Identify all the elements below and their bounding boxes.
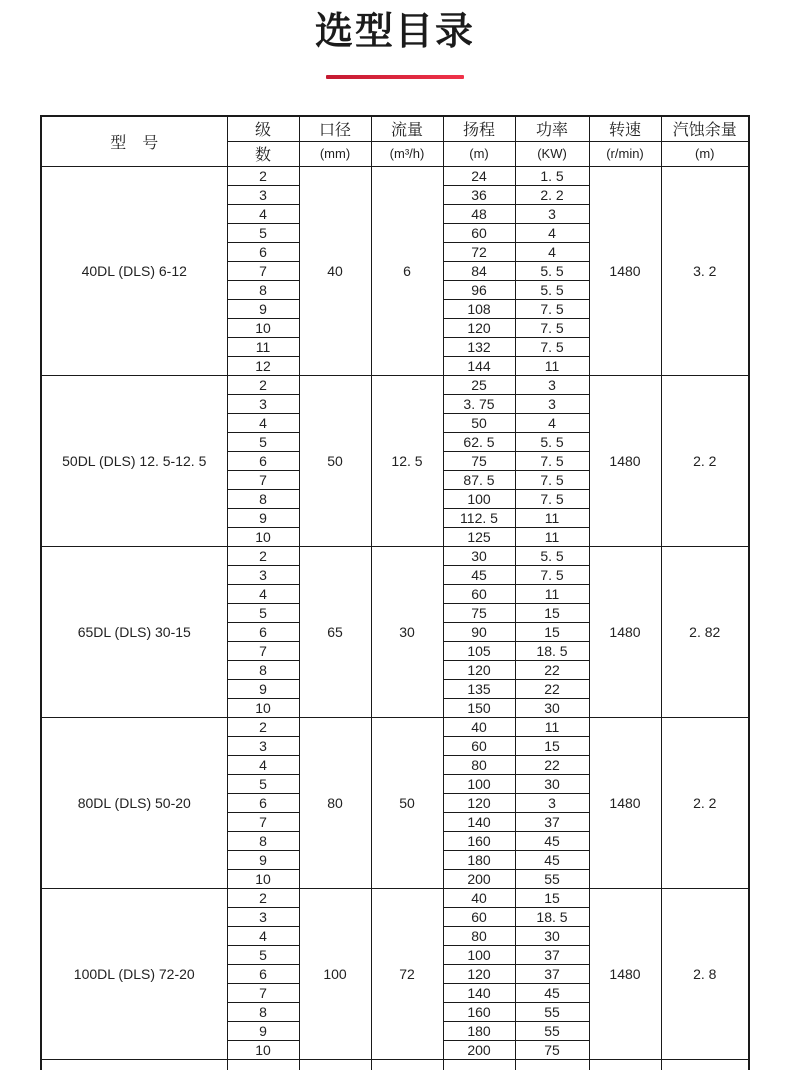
head-cell: 144: [443, 356, 515, 375]
stages-cell: 3: [227, 394, 299, 413]
head-cell: 60: [443, 907, 515, 926]
head-cell: 120: [443, 318, 515, 337]
head-cell: 180: [443, 850, 515, 869]
stages-cell: 2: [227, 546, 299, 565]
npsh-cell: 2. 82: [661, 546, 749, 717]
npsh-cell: 2. 2: [661, 717, 749, 888]
stages-cell: 8: [227, 1002, 299, 1021]
stages-cell: 8: [227, 489, 299, 508]
power-cell: 55: [515, 869, 589, 888]
head-cell: 24: [443, 166, 515, 185]
stages-cell: 6: [227, 242, 299, 261]
power-cell: 30: [515, 698, 589, 717]
head-cell: 140: [443, 983, 515, 1002]
power-cell: 2. 2: [515, 185, 589, 204]
head-cell: 120: [443, 793, 515, 812]
flow-cell: 12. 5: [371, 375, 443, 546]
power-cell: 5. 5: [515, 546, 589, 565]
head-cell: 125: [443, 527, 515, 546]
power-cell: 7. 5: [515, 470, 589, 489]
power-cell: 3: [515, 204, 589, 223]
model-block: [41, 888, 749, 1059]
head-cell: [443, 1059, 515, 1070]
head-cell: 160: [443, 831, 515, 850]
head-cell: 140: [443, 812, 515, 831]
table-row: [41, 166, 749, 185]
head-cell: 105: [443, 641, 515, 660]
header-unit-flow: (m³/h): [371, 141, 443, 166]
head-cell: 100: [443, 945, 515, 964]
head-cell: 200: [443, 869, 515, 888]
power-cell: 75: [515, 1040, 589, 1059]
power-cell: 18. 5: [515, 907, 589, 926]
table-header: [41, 116, 749, 166]
model-cell: 80DL (DLS) 50-20: [41, 717, 227, 888]
head-cell: 112. 5: [443, 508, 515, 527]
model-block: [41, 546, 749, 717]
stages-cell: 11: [227, 337, 299, 356]
stages-cell: 5: [227, 774, 299, 793]
header-col-head: 扬程: [443, 116, 515, 141]
power-cell: 30: [515, 926, 589, 945]
power-cell: 11: [515, 584, 589, 603]
flow-cell: 50: [371, 717, 443, 888]
model-cell: 100DL (DLS) 72-20: [41, 888, 227, 1059]
power-cell: 7. 5: [515, 565, 589, 584]
power-cell: 7. 5: [515, 489, 589, 508]
header-col-speed: 转速: [589, 116, 661, 141]
stages-cell: 9: [227, 508, 299, 527]
head-cell: 40: [443, 717, 515, 736]
selection-table: [40, 115, 750, 1070]
stages-cell: 4: [227, 204, 299, 223]
power-cell: 18. 5: [515, 641, 589, 660]
head-cell: 48: [443, 204, 515, 223]
stages-cell: 7: [227, 641, 299, 660]
npsh-cell: [661, 1059, 749, 1070]
speed-cell: [589, 1059, 661, 1070]
next-block-partial: [41, 1059, 749, 1070]
head-cell: 160: [443, 1002, 515, 1021]
head-cell: 36: [443, 185, 515, 204]
head-cell: 60: [443, 223, 515, 242]
power-cell: 7. 5: [515, 451, 589, 470]
stages-cell: 4: [227, 413, 299, 432]
stages-cell: 4: [227, 584, 299, 603]
model-block: [41, 717, 749, 888]
power-cell: 11: [515, 527, 589, 546]
header-model: 型 号: [41, 116, 227, 166]
head-cell: 62. 5: [443, 432, 515, 451]
stages-cell: 4: [227, 755, 299, 774]
stages-cell: 9: [227, 679, 299, 698]
title-underline-accent: [326, 75, 464, 79]
speed-cell: 1480: [589, 375, 661, 546]
power-cell: 37: [515, 964, 589, 983]
speed-cell: 1480: [589, 717, 661, 888]
stages-cell: 4: [227, 926, 299, 945]
page-title: 选型目录: [314, 11, 475, 53]
stages-cell: 2: [227, 375, 299, 394]
power-cell: 11: [515, 717, 589, 736]
power-cell: 5. 5: [515, 261, 589, 280]
stages-cell: 3: [227, 185, 299, 204]
power-cell: 55: [515, 1002, 589, 1021]
power-cell: 15: [515, 888, 589, 907]
table-row: [41, 375, 749, 394]
stages-cell: 7: [227, 983, 299, 1002]
title-section: [0, 0, 790, 79]
power-cell: 37: [515, 812, 589, 831]
head-cell: 80: [443, 926, 515, 945]
diameter-cell: 80: [299, 717, 371, 888]
head-cell: 100: [443, 489, 515, 508]
stages-cell: 6: [227, 793, 299, 812]
head-cell: 50: [443, 413, 515, 432]
model-cell: 50DL (DLS) 12. 5-12. 5: [41, 375, 227, 546]
stages-cell: 10: [227, 869, 299, 888]
stages-cell: 7: [227, 470, 299, 489]
power-cell: 1. 5: [515, 166, 589, 185]
stages-cell: 6: [227, 451, 299, 470]
power-cell: 11: [515, 508, 589, 527]
model-block: [41, 375, 749, 546]
stages-cell: 12: [227, 356, 299, 375]
header-row-names: [41, 116, 749, 141]
power-cell: 22: [515, 755, 589, 774]
head-cell: 150: [443, 698, 515, 717]
flow-cell: 72: [371, 888, 443, 1059]
power-cell: 45: [515, 983, 589, 1002]
power-cell: 7. 5: [515, 337, 589, 356]
head-cell: 87. 5: [443, 470, 515, 489]
stages-cell: 3: [227, 907, 299, 926]
stages-cell: 5: [227, 432, 299, 451]
header-unit-power: (KW): [515, 141, 589, 166]
model-block: [41, 166, 749, 375]
power-cell: 22: [515, 679, 589, 698]
power-cell: 30: [515, 774, 589, 793]
head-cell: 135: [443, 679, 515, 698]
flow-cell: [371, 1059, 443, 1070]
stages-cell: 2: [227, 888, 299, 907]
speed-cell: 1480: [589, 546, 661, 717]
header-col-flow: 流量: [371, 116, 443, 141]
stages-cell: 10: [227, 527, 299, 546]
power-cell: 3: [515, 793, 589, 812]
header-col-npsh: 汽蚀余量: [661, 116, 749, 141]
npsh-cell: 3. 2: [661, 166, 749, 375]
header-unit-npsh: (m): [661, 141, 749, 166]
stages-cell: 10: [227, 1040, 299, 1059]
power-cell: 15: [515, 736, 589, 755]
stages-cell: 8: [227, 660, 299, 679]
head-cell: 60: [443, 736, 515, 755]
head-cell: 100: [443, 774, 515, 793]
stages-cell: 10: [227, 318, 299, 337]
stages-cell: 10: [227, 698, 299, 717]
table-row: [41, 546, 749, 565]
head-cell: 25: [443, 375, 515, 394]
diameter-cell: 100: [299, 888, 371, 1059]
power-cell: 45: [515, 850, 589, 869]
flow-cell: 30: [371, 546, 443, 717]
power-cell: 55: [515, 1021, 589, 1040]
npsh-cell: 2. 8: [661, 888, 749, 1059]
power-cell: 4: [515, 223, 589, 242]
stages-cell: 2: [227, 717, 299, 736]
power-cell: 4: [515, 413, 589, 432]
head-cell: 40: [443, 888, 515, 907]
diameter-cell: 65: [299, 546, 371, 717]
head-cell: 75: [443, 603, 515, 622]
power-cell: 7. 5: [515, 299, 589, 318]
power-cell: 11: [515, 356, 589, 375]
head-cell: 75: [443, 451, 515, 470]
power-cell: 3: [515, 375, 589, 394]
head-cell: 200: [443, 1040, 515, 1059]
stages-cell: 3: [227, 736, 299, 755]
table-row: [41, 888, 749, 907]
head-cell: 60: [443, 584, 515, 603]
power-cell: 7. 5: [515, 318, 589, 337]
power-cell: 22: [515, 660, 589, 679]
power-cell: 4: [515, 242, 589, 261]
model-cell: 40DL (DLS) 6-12: [41, 166, 227, 375]
header-unit-speed: (r/min): [589, 141, 661, 166]
stages-cell: 8: [227, 831, 299, 850]
head-cell: 120: [443, 964, 515, 983]
power-cell: 5. 5: [515, 280, 589, 299]
speed-cell: 1480: [589, 166, 661, 375]
head-cell: 3. 75: [443, 394, 515, 413]
stages-cell: 5: [227, 603, 299, 622]
model-cell: [41, 1059, 227, 1070]
head-cell: 180: [443, 1021, 515, 1040]
power-cell: 37: [515, 945, 589, 964]
stages-cell: 9: [227, 850, 299, 869]
power-cell: 3: [515, 394, 589, 413]
diameter-cell: [299, 1059, 371, 1070]
power-cell: 15: [515, 622, 589, 641]
flow-cell: 6: [371, 166, 443, 375]
header-unit-diameter: (mm): [299, 141, 371, 166]
head-cell: 84: [443, 261, 515, 280]
stages-cell: 9: [227, 1021, 299, 1040]
stages-cell: 7: [227, 812, 299, 831]
header-unit-head: (m): [443, 141, 515, 166]
power-cell: [515, 1059, 589, 1070]
partial-row: [41, 1059, 749, 1070]
head-cell: 45: [443, 565, 515, 584]
stages-cell: 8: [227, 280, 299, 299]
npsh-cell: 2. 2: [661, 375, 749, 546]
diameter-cell: 50: [299, 375, 371, 546]
head-cell: 90: [443, 622, 515, 641]
speed-cell: 1480: [589, 888, 661, 1059]
power-cell: 45: [515, 831, 589, 850]
header-stages-bottom: 数: [227, 141, 299, 166]
header-col-diameter: 口径: [299, 116, 371, 141]
head-cell: 30: [443, 546, 515, 565]
head-cell: 72: [443, 242, 515, 261]
stages-cell: 6: [227, 964, 299, 983]
stages-cell: 9: [227, 299, 299, 318]
stages-cell: 7: [227, 261, 299, 280]
stages-cell: 6: [227, 622, 299, 641]
stages-cell: 3: [227, 565, 299, 584]
power-cell: 5. 5: [515, 432, 589, 451]
head-cell: 120: [443, 660, 515, 679]
head-cell: 80: [443, 755, 515, 774]
header-col-power: 功率: [515, 116, 589, 141]
stages-cell: 2: [227, 166, 299, 185]
stages-cell: 5: [227, 945, 299, 964]
head-cell: 132: [443, 337, 515, 356]
model-cell: 65DL (DLS) 30-15: [41, 546, 227, 717]
diameter-cell: 40: [299, 166, 371, 375]
stages-cell: [227, 1059, 299, 1070]
stages-cell: 5: [227, 223, 299, 242]
header-stages-top: 级: [227, 116, 299, 141]
head-cell: 108: [443, 299, 515, 318]
power-cell: 15: [515, 603, 589, 622]
table-row: [41, 717, 749, 736]
head-cell: 96: [443, 280, 515, 299]
